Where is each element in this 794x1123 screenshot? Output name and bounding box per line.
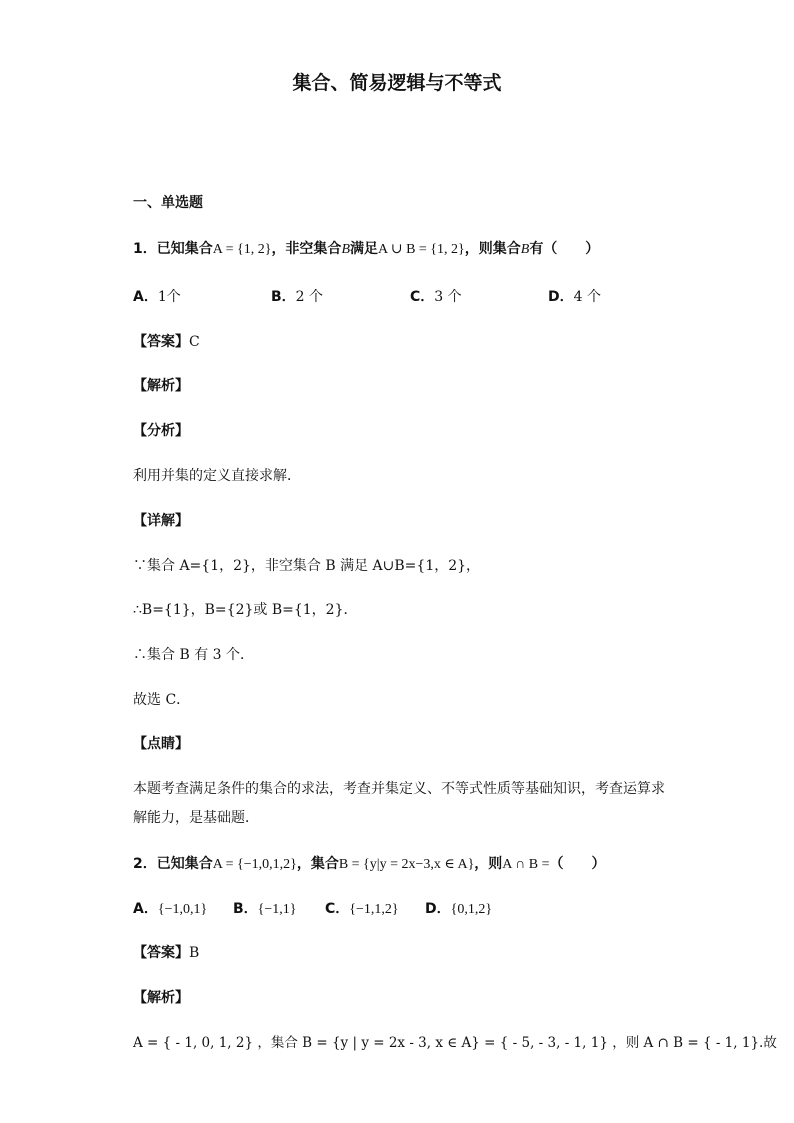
question-text: 满足 <box>350 241 378 257</box>
question-text: ，集合 <box>296 856 339 872</box>
question-number: 1． <box>133 241 157 257</box>
q1-option-a: A．1个 <box>133 289 181 305</box>
q1-detail-line-1: ∵集合 A={1，2}，非空集合 B 满足 A∪B={1，2}， <box>133 558 481 574</box>
q2-analysis-label: 【解析】 <box>133 990 189 1006</box>
q1-detail-line-2: ∴B={1}，B={2}或 B={1，2}． <box>133 602 358 618</box>
q2-option-a: A．{−1,0,1} <box>133 901 208 917</box>
q1-detail-label: 【详解】 <box>133 513 189 529</box>
q2-answer: 【答案】B <box>133 945 200 961</box>
q1-detail-line-4: 故选 C． <box>133 692 191 708</box>
question-text: ，非空集合 <box>271 241 342 257</box>
question-text: 有（ ） <box>529 241 600 257</box>
q1-fenxi-label: 【分析】 <box>133 423 189 439</box>
math-expression: B <box>520 242 530 257</box>
q1-option-c: C．3 个 <box>410 289 462 305</box>
question-2-stem <box>133 854 605 875</box>
q2-analysis-line-1: A = { - 1, 0, 1, 2} ，集合 B = {y | y = 2x - 3, x ∈ A} = { - 5, - 3, - 1, 1} ，则 A ∩ B = { - 1, 1}.故 <box>133 1035 777 1051</box>
q1-detail-line-3: ∴集合 B 有 3 个． <box>133 647 254 663</box>
math-expression: A = {−1,0,1,2} <box>212 857 297 872</box>
question-text: ，则 <box>474 856 503 872</box>
q2-option-c: C．{−1,1,2} <box>325 901 399 917</box>
q1-comment-label: 【点睛】 <box>133 736 189 752</box>
q1-fenxi-text: 利用并集的定义直接求解． <box>133 468 301 484</box>
q1-answer: 【答案】C <box>133 334 200 350</box>
question-text: ，则集合 <box>464 241 521 257</box>
q1-analysis-label: 【解析】 <box>133 378 189 394</box>
math-expression: B <box>341 242 350 257</box>
q1-comment-line-2: 解能力，是基础题． <box>133 810 259 826</box>
math-expression: A ∪ B = {1, 2} <box>378 242 465 257</box>
q2-option-b: B．{−1,1} <box>233 901 297 917</box>
q1-option-b: B．2 个 <box>271 289 324 305</box>
math-expression: A = {1, 2} <box>212 242 272 257</box>
question-text: 已知集合 <box>156 241 213 257</box>
question-text: 已知集合 <box>156 856 213 872</box>
question-text: （ ） <box>549 856 606 872</box>
page-title: 集合、简易逻辑与不等式 <box>292 72 502 94</box>
q1-option-d: D．4 个 <box>548 289 601 305</box>
section-heading: 一、单选题 <box>133 195 203 211</box>
q2-option-d: D．{0,1,2} <box>425 901 493 917</box>
math-expression: A ∩ B = <box>502 857 550 872</box>
q1-comment-line-1: 本题考查满足条件的集合的求法，考查并集定义、不等式性质等基础知识，考查运算求 <box>133 781 665 797</box>
math-expression: B = {y|y = 2x−3,x ∈ A} <box>338 857 475 872</box>
question-number: 2． <box>133 856 157 872</box>
question-1-stem <box>133 239 599 260</box>
